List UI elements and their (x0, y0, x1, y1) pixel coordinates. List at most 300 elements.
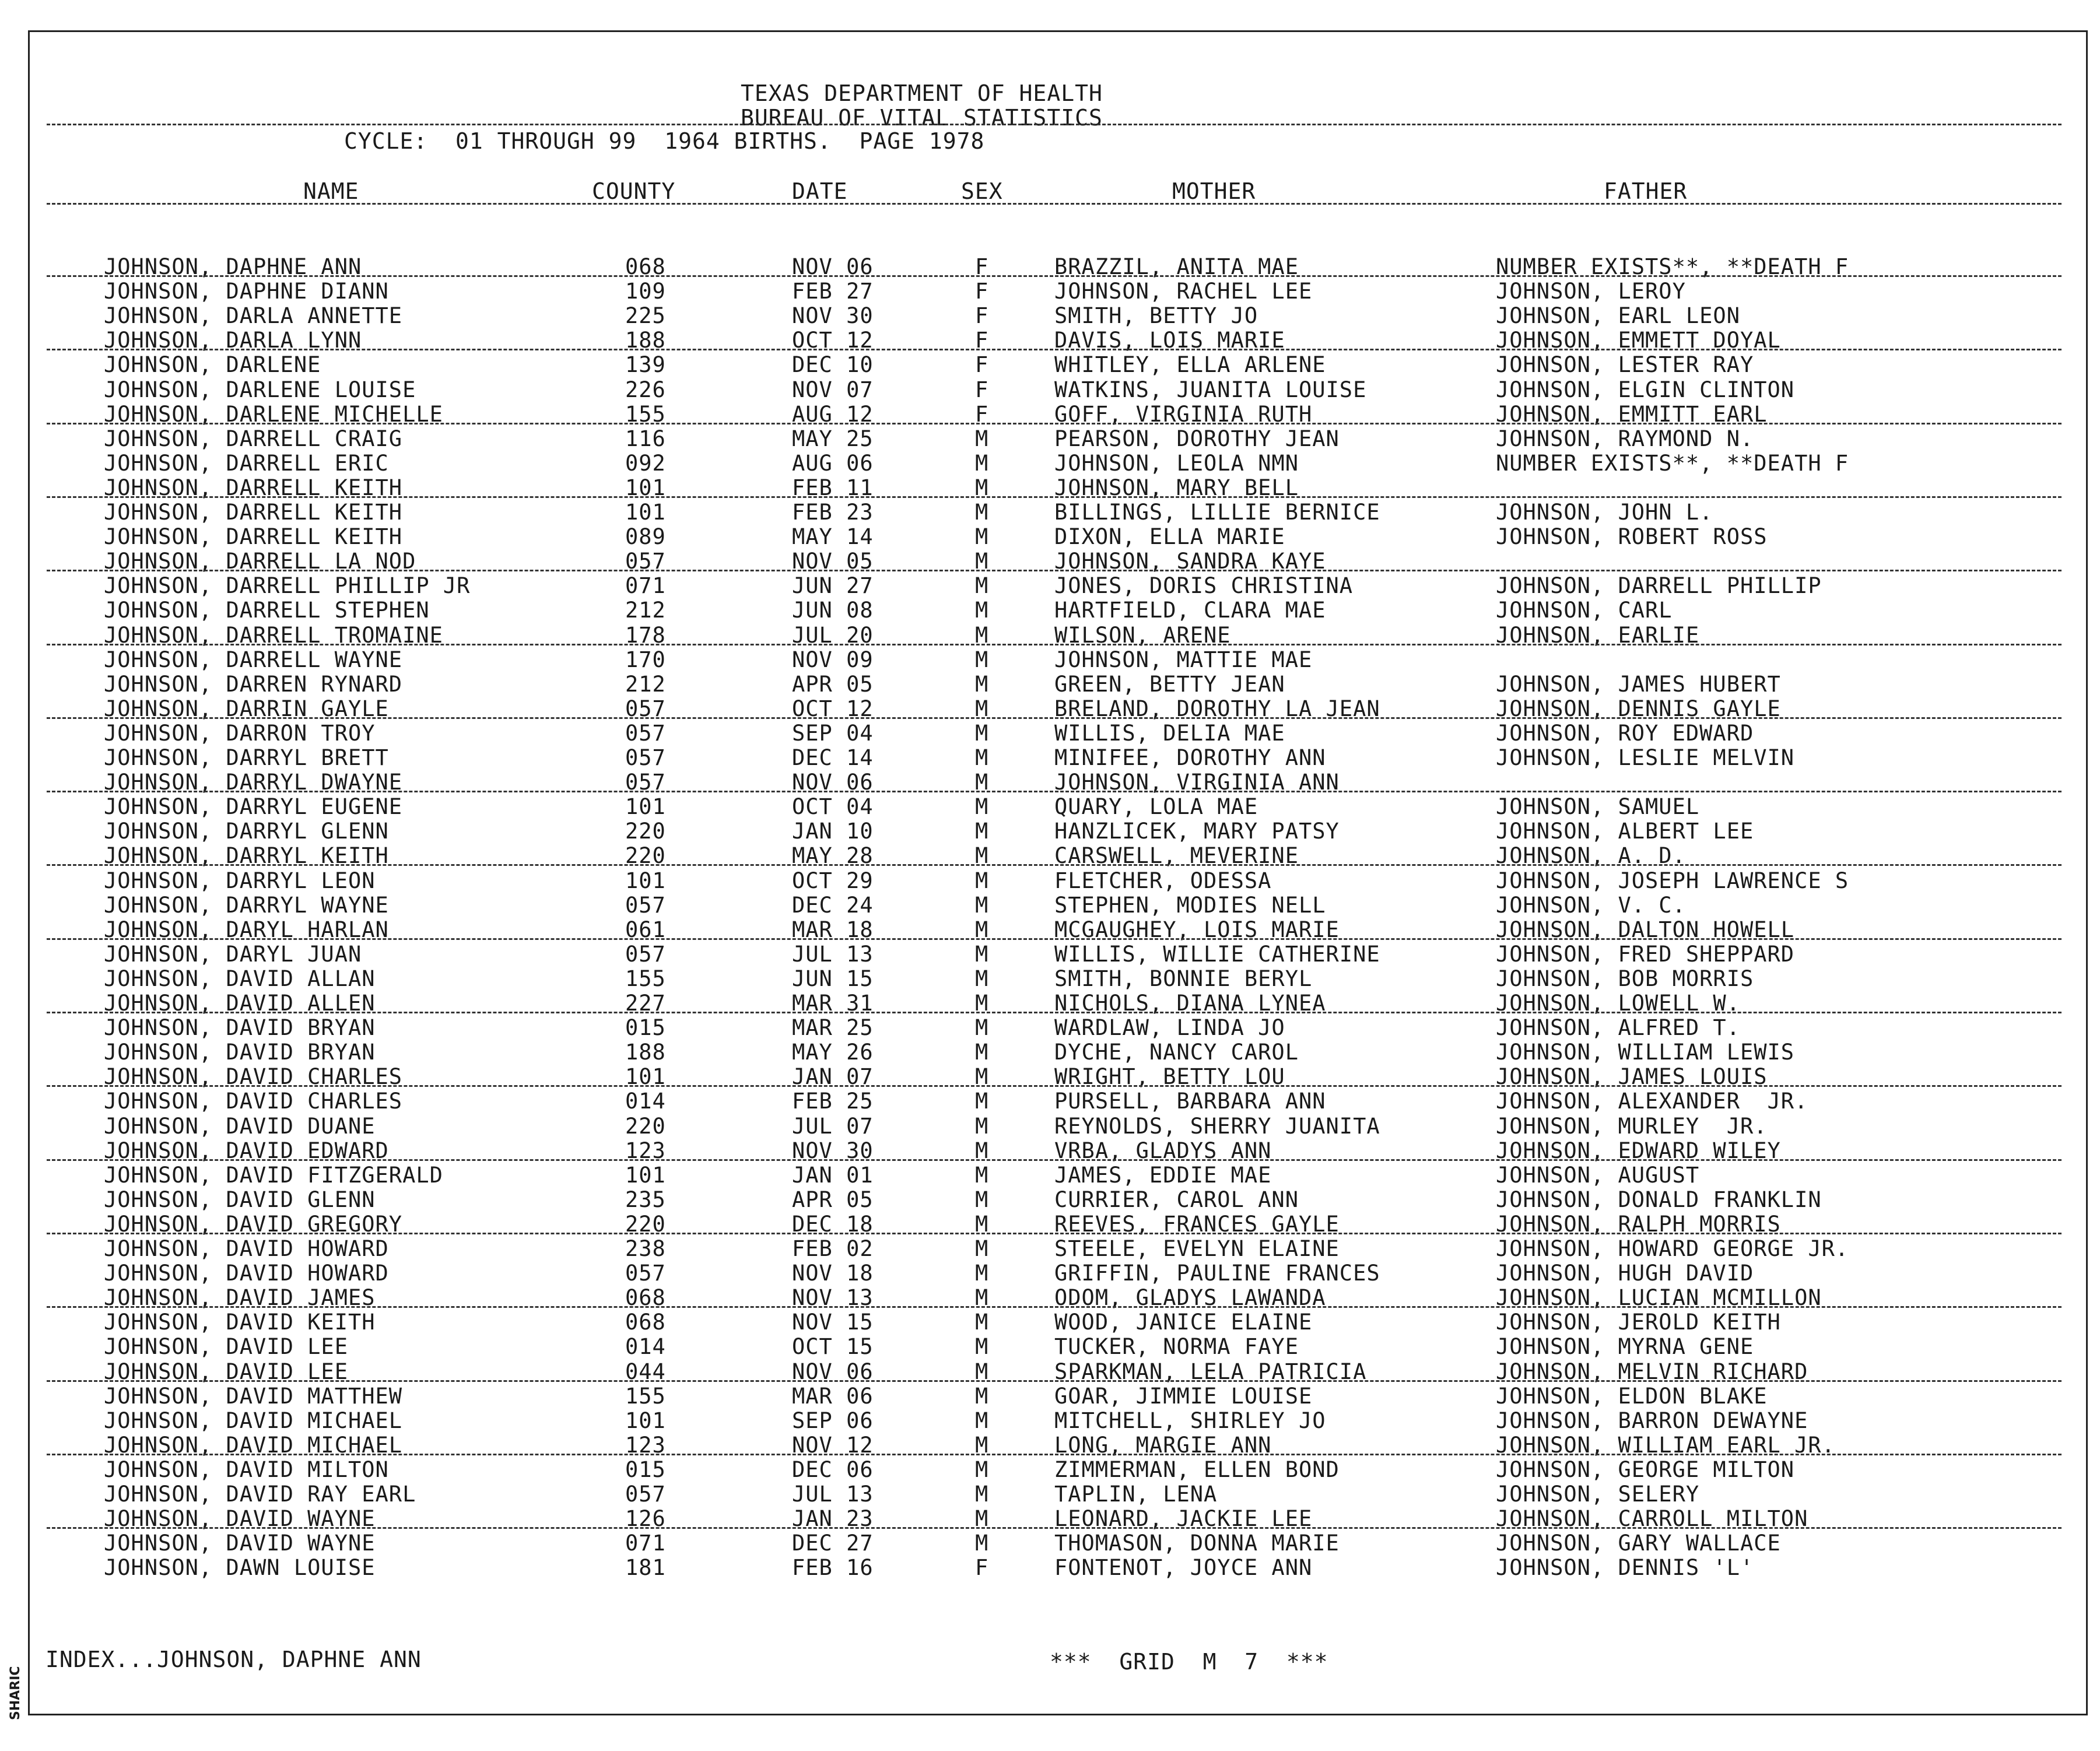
cell-sex: M (975, 942, 989, 967)
cell-father: JOHNSON, EARLIE (1496, 623, 1700, 648)
cell-name: JOHNSON, DAVID MATTHEW (104, 1384, 403, 1409)
cell-sex: F (975, 328, 989, 353)
cell-father: JOHNSON, DONALD FRANKLIN (1496, 1187, 1822, 1212)
cell-mother: LONG, MARGIE ANN (1054, 1433, 1272, 1458)
cell-date: NOV 07 (792, 377, 874, 402)
cell-date: DEC 14 (792, 745, 874, 770)
cell-county: 057 (625, 1261, 666, 1286)
cell-mother: PURSELL, BARBARA ANN (1054, 1089, 1326, 1114)
cell-date: AUG 12 (792, 402, 874, 427)
cell-name: JOHNSON, DAVID GLENN (104, 1187, 376, 1212)
cell-county: 068 (625, 1285, 666, 1310)
cell-mother: GOFF, VIRGINIA RUTH (1054, 402, 1313, 427)
cell-sex: F (975, 377, 989, 402)
cell-date: FEB 27 (792, 279, 874, 304)
cell-date: MAR 25 (792, 1015, 874, 1040)
cell-mother: LEONARD, JACKIE LEE (1054, 1506, 1313, 1531)
cell-mother: SMITH, BETTY JO (1054, 303, 1258, 328)
cell-father: JOHNSON, GARY WALLACE (1496, 1531, 1781, 1556)
cell-name: JOHNSON, DAVID JAMES (104, 1285, 376, 1310)
cell-name: JOHNSON, DAVID LEE (104, 1334, 348, 1359)
row-group-rule (47, 1012, 2062, 1013)
cell-father: JOHNSON, DALTON HOWELL (1496, 917, 1795, 942)
cell-county: 155 (625, 966, 666, 991)
cell-sex: M (975, 1187, 989, 1212)
cell-date: FEB 02 (792, 1236, 874, 1261)
cell-father: JOHNSON, DENNIS GAYLE (1496, 696, 1781, 721)
cell-sex: F (975, 303, 989, 328)
cell-name: JOHNSON, DAVID HOWARD (104, 1261, 389, 1286)
cell-father: JOHNSON, JEROLD KEITH (1496, 1310, 1781, 1335)
cell-county: 126 (625, 1506, 666, 1531)
cell-date: OCT 15 (792, 1334, 874, 1359)
cell-name: JOHNSON, DAVID MICHAEL (104, 1433, 403, 1458)
cell-name: JOHNSON, DAVID BRYAN (104, 1040, 376, 1065)
cell-mother: GOAR, JIMMIE LOUISE (1054, 1384, 1313, 1409)
cell-sex: M (975, 1089, 989, 1114)
cell-father: JOHNSON, FRED SHEPPARD (1496, 942, 1795, 967)
cell-mother: WRIGHT, BETTY LOU (1054, 1064, 1285, 1089)
cell-name: JOHNSON, DARRELL CRAIG (104, 426, 403, 451)
cell-county: 123 (625, 1433, 666, 1458)
cell-sex: M (975, 647, 989, 672)
cell-county: 014 (625, 1089, 666, 1114)
cell-mother: MINIFEE, DOROTHY ANN (1054, 745, 1326, 770)
cell-sex: F (975, 402, 989, 427)
index-line: INDEX...JOHNSON, DAPHNE ANN (45, 1647, 422, 1672)
cell-name: JOHNSON, DAVID LEE (104, 1359, 348, 1384)
row-group-rule (47, 1380, 2062, 1382)
cell-name: JOHNSON, DAVID FITZGERALD (104, 1163, 443, 1188)
cell-sex: M (975, 1138, 989, 1163)
row-group-rule (47, 1306, 2062, 1308)
cell-mother: STEELE, EVELYN ELAINE (1054, 1236, 1340, 1261)
cell-name: JOHNSON, DAVID ALLEN (104, 991, 376, 1016)
cell-date: FEB 16 (792, 1555, 874, 1580)
cell-name: JOHNSON, DARLENE MICHELLE (104, 402, 443, 427)
cell-date: NOV 05 (792, 549, 874, 574)
cell-county: 057 (625, 696, 666, 721)
cell-mother: JONES, DORIS CHRISTINA (1054, 573, 1354, 598)
header-rule (47, 124, 2062, 125)
cell-mother: THOMASON, DONNA MARIE (1054, 1531, 1340, 1556)
cell-mother: STEPHEN, MODIES NELL (1054, 893, 1326, 918)
cell-date: DEC 18 (792, 1212, 874, 1237)
cell-name: JOHNSON, DAWN LOUISE (104, 1555, 376, 1580)
cell-father: JOHNSON, MURLEY JR. (1496, 1114, 1768, 1139)
cell-name: JOHNSON, DARRYL EUGENE (104, 794, 403, 819)
cell-date: FEB 25 (792, 1089, 874, 1114)
cell-mother: WILSON, ARENE (1054, 623, 1231, 648)
row-group-rule (47, 864, 2062, 866)
column-header-mother: MOTHER (1172, 178, 1256, 204)
cell-name: JOHNSON, DAVID ALLAN (104, 966, 376, 991)
cell-mother: TAPLIN, LENA (1054, 1482, 1218, 1507)
cell-mother: REYNOLDS, SHERRY JUANITA (1054, 1114, 1380, 1139)
cell-county: 015 (625, 1457, 666, 1482)
cell-date: MAY 14 (792, 524, 874, 549)
cell-county: 178 (625, 623, 666, 648)
cell-name: JOHNSON, DAVID EDWARD (104, 1138, 389, 1163)
cell-father: JOHNSON, HOWARD GEORGE JR. (1496, 1236, 1849, 1261)
cell-date: JAN 01 (792, 1163, 874, 1188)
cell-county: 101 (625, 1163, 666, 1188)
cell-county: 057 (625, 721, 666, 746)
cell-sex: M (975, 917, 989, 942)
cell-father: JOHNSON, LESTER RAY (1496, 352, 1754, 377)
cell-county: 071 (625, 573, 666, 598)
cell-name: JOHNSON, DARRELL KEITH (104, 500, 403, 525)
report-title: TEXAS DEPARTMENT OF HEALTH (741, 80, 1103, 106)
cell-date: NOV 13 (792, 1285, 874, 1310)
cell-date: DEC 27 (792, 1531, 874, 1556)
side-label: SHARIC (8, 1666, 23, 1720)
cell-date: DEC 10 (792, 352, 874, 377)
cell-mother: ODOM, GLADYS LAWANDA (1054, 1285, 1326, 1310)
cell-county: 220 (625, 819, 666, 844)
cell-name: JOHNSON, DARRELL LA NOD (104, 549, 416, 574)
cell-father: JOHNSON, RAYMOND N. (1496, 426, 1754, 451)
cell-father: JOHNSON, HUGH DAVID (1496, 1261, 1754, 1286)
cell-sex: M (975, 794, 989, 819)
cell-mother: WOOD, JANICE ELAINE (1054, 1310, 1313, 1335)
cell-sex: M (975, 966, 989, 991)
cell-sex: M (975, 1212, 989, 1237)
cell-name: JOHNSON, DAVID KEITH (104, 1310, 376, 1335)
cell-father: NUMBER EXISTS**, **DEATH F (1496, 451, 1849, 476)
cell-county: 181 (625, 1555, 666, 1580)
cell-mother: SMITH, BONNIE BERYL (1054, 966, 1313, 991)
cell-name: JOHNSON, DARRYL WAYNE (104, 893, 389, 918)
cell-mother: WATKINS, JUANITA LOUISE (1054, 377, 1367, 402)
cell-sex: F (975, 279, 989, 304)
cell-father: JOHNSON, BOB MORRIS (1496, 966, 1754, 991)
cell-name: JOHNSON, DARRELL TROMAINE (104, 623, 443, 648)
cell-sex: M (975, 819, 989, 844)
cell-sex: M (975, 500, 989, 525)
cell-date: DEC 24 (792, 893, 874, 918)
cell-name: JOHNSON, DARYL JUAN (104, 942, 362, 967)
cell-county: 227 (625, 991, 666, 1016)
cell-father: JOHNSON, CARROLL MILTON (1496, 1506, 1808, 1531)
cell-mother: WHITLEY, ELLA ARLENE (1054, 352, 1326, 377)
cell-county: 015 (625, 1015, 666, 1040)
cell-father: JOHNSON, EMMETT DOYAL (1496, 328, 1781, 353)
cell-county: 057 (625, 745, 666, 770)
cell-name: JOHNSON, DAVID RAY EARL (104, 1482, 416, 1507)
cell-name: JOHNSON, DAVID BRYAN (104, 1015, 376, 1040)
cell-date: FEB 23 (792, 500, 874, 525)
cell-date: OCT 04 (792, 794, 874, 819)
cell-name: JOHNSON, DARRELL WAYNE (104, 647, 403, 672)
cell-date: AUG 06 (792, 451, 874, 476)
cell-name: JOHNSON, DARRYL BRETT (104, 745, 389, 770)
cell-father: JOHNSON, WILLIAM LEWIS (1496, 1040, 1795, 1065)
cell-sex: M (975, 1457, 989, 1482)
cell-county: 101 (625, 794, 666, 819)
cell-name: JOHNSON, DARYL HARLAN (104, 917, 389, 942)
cell-date: JUL 13 (792, 942, 874, 967)
cell-county: 188 (625, 328, 666, 353)
cell-date: SEP 04 (792, 721, 874, 746)
cell-name: JOHNSON, DARLA ANNETTE (104, 303, 403, 328)
grid-line: *** GRID M 7 *** (1050, 1649, 1328, 1675)
cell-date: MAR 06 (792, 1384, 874, 1409)
cell-sex: M (975, 1064, 989, 1089)
cell-mother: ZIMMERMAN, ELLEN BOND (1054, 1457, 1340, 1482)
cell-sex: M (975, 598, 989, 623)
cell-date: DEC 06 (792, 1457, 874, 1482)
cell-county: 089 (625, 524, 666, 549)
cell-county: 212 (625, 598, 666, 623)
row-group-rule (47, 1454, 2062, 1455)
column-header-name: NAME (303, 178, 359, 204)
cell-name: JOHNSON, DAPHNE ANN (104, 254, 362, 279)
cell-county: 101 (625, 868, 666, 893)
cell-sex: F (975, 352, 989, 377)
cell-mother: FONTENOT, JOYCE ANN (1054, 1555, 1313, 1580)
cell-sex: M (975, 1384, 989, 1409)
cell-name: JOHNSON, DAVID MILTON (104, 1457, 389, 1482)
cell-date: NOV 18 (792, 1261, 874, 1286)
cell-county: 220 (625, 843, 666, 868)
cell-county: 057 (625, 942, 666, 967)
cell-sex: M (975, 696, 989, 721)
cell-name: JOHNSON, DARRELL ERIC (104, 451, 389, 476)
cell-father: NUMBER EXISTS**, **DEATH F (1496, 254, 1849, 279)
cell-county: 212 (625, 672, 666, 697)
cell-father: JOHNSON, ROBERT ROSS (1496, 524, 1768, 549)
cell-name: JOHNSON, DAVID GREGORY (104, 1212, 403, 1237)
cell-date: APR 05 (792, 1187, 874, 1212)
cell-sex: M (975, 1285, 989, 1310)
cell-father: JOHNSON, ALBERT LEE (1496, 819, 1754, 844)
cell-sex: M (975, 1334, 989, 1359)
cell-mother: BRELAND, DOROTHY LA JEAN (1054, 696, 1380, 721)
cell-father: JOHNSON, EMMITT EARL (1496, 402, 1768, 427)
cell-name: JOHNSON, DARRYL GLENN (104, 819, 389, 844)
cell-father: JOHNSON, JOHN L. (1496, 500, 1713, 525)
row-group-rule (47, 1085, 2062, 1087)
cell-name: JOHNSON, DARRELL STEPHEN (104, 598, 430, 623)
cell-date: NOV 12 (792, 1433, 874, 1458)
cell-mother: MITCHELL, SHIRLEY JO (1054, 1408, 1326, 1433)
cell-county: 139 (625, 352, 666, 377)
cell-father: JOHNSON, EARL LEON (1496, 303, 1740, 328)
cell-date: SEP 06 (792, 1408, 874, 1433)
cell-county: 014 (625, 1334, 666, 1359)
row-group-rule (47, 275, 2062, 277)
cell-mother: TUCKER, NORMA FAYE (1054, 1334, 1299, 1359)
cell-county: 092 (625, 451, 666, 476)
cell-father: JOHNSON, CARL (1496, 598, 1673, 623)
cell-county: 057 (625, 893, 666, 918)
cell-date: JUN 08 (792, 598, 874, 623)
cell-county: 061 (625, 917, 666, 942)
cycle-line: CYCLE: 01 THROUGH 99 1964 BIRTHS. PAGE 1978 (344, 128, 985, 154)
cell-name: JOHNSON, DARRELL PHILLIP JR (104, 573, 471, 598)
cell-mother: DYCHE, NANCY CAROL (1054, 1040, 1299, 1065)
cell-county: 057 (625, 770, 666, 795)
row-group-rule (47, 717, 2062, 719)
cell-mother: WARDLAW, LINDA JO (1054, 1015, 1285, 1040)
cell-sex: M (975, 1310, 989, 1335)
cell-father: JOHNSON, AUGUST (1496, 1163, 1700, 1188)
cell-mother: JAMES, EDDIE MAE (1054, 1163, 1272, 1188)
cell-mother: JOHNSON, LEOLA NMN (1054, 451, 1299, 476)
cell-sex: M (975, 1531, 989, 1556)
cell-sex: M (975, 475, 989, 500)
cell-mother: DIXON, ELLA MARIE (1054, 524, 1285, 549)
cell-county: 101 (625, 500, 666, 525)
cell-father: JOHNSON, DARRELL PHILLIP (1496, 573, 1822, 598)
cell-mother: REEVES, FRANCES GAYLE (1054, 1212, 1340, 1237)
column-header-rule (47, 203, 2062, 205)
cell-sex: F (975, 1555, 989, 1580)
cell-father: JOHNSON, ALEXANDER JR. (1496, 1089, 1808, 1114)
cell-name: JOHNSON, DARREN RYNARD (104, 672, 403, 697)
column-header-sex: SEX (961, 178, 1003, 204)
cell-name: JOHNSON, DAVID CHARLES (104, 1064, 403, 1089)
cell-mother: HARTFIELD, CLARA MAE (1054, 598, 1326, 623)
cell-county: 116 (625, 426, 666, 451)
cell-name: JOHNSON, DAVID WAYNE (104, 1506, 376, 1531)
cell-sex: M (975, 770, 989, 795)
cell-father: JOHNSON, ALFRED T. (1496, 1015, 1740, 1040)
cell-date: NOV 30 (792, 1138, 874, 1163)
cell-sex: M (975, 426, 989, 451)
cell-mother: NICHOLS, DIANA LYNEA (1054, 991, 1326, 1016)
cell-county: 225 (625, 303, 666, 328)
cell-county: 057 (625, 549, 666, 574)
cell-mother: BILLINGS, LILLIE BERNICE (1054, 500, 1380, 525)
cell-date: FEB 11 (792, 475, 874, 500)
cell-mother: QUARY, LOLA MAE (1054, 794, 1258, 819)
cell-mother: CARSWELL, MEVERINE (1054, 843, 1299, 868)
cell-father: JOHNSON, BARRON DEWAYNE (1496, 1408, 1808, 1433)
cell-date: NOV 06 (792, 770, 874, 795)
cell-name: JOHNSON, DARRELL KEITH (104, 475, 403, 500)
cell-mother: WILLIS, DELIA MAE (1054, 721, 1285, 746)
cell-mother: JOHNSON, VIRGINIA ANN (1054, 770, 1340, 795)
cell-county: 068 (625, 1310, 666, 1335)
cell-father: JOHNSON, V. C. (1496, 893, 1686, 918)
cell-county: 101 (625, 1064, 666, 1089)
cell-date: JUN 15 (792, 966, 874, 991)
cell-sex: M (975, 573, 989, 598)
cell-date: JAN 10 (792, 819, 874, 844)
cell-county: 109 (625, 279, 666, 304)
cell-county: 071 (625, 1531, 666, 1556)
cell-father: JOHNSON, SELERY (1496, 1482, 1700, 1507)
cell-county: 220 (625, 1212, 666, 1237)
cell-sex: F (975, 254, 989, 279)
row-group-rule (47, 349, 2062, 350)
cell-father: JOHNSON, GEORGE MILTON (1496, 1457, 1795, 1482)
cell-name: JOHNSON, DARRYL LEON (104, 868, 376, 893)
cell-sex: M (975, 1114, 989, 1139)
cell-name: JOHNSON, DARLENE LOUISE (104, 377, 416, 402)
cell-mother: JOHNSON, RACHEL LEE (1054, 279, 1313, 304)
cell-father: JOHNSON, JAMES HUBERT (1496, 672, 1781, 697)
cell-date: MAY 28 (792, 843, 874, 868)
cell-name: JOHNSON, DARRON TROY (104, 721, 376, 746)
cell-sex: M (975, 991, 989, 1016)
cell-father: JOHNSON, MYRNA GENE (1496, 1334, 1754, 1359)
row-group-rule (47, 938, 2062, 940)
cell-date: NOV 15 (792, 1310, 874, 1335)
cell-date: JUL 20 (792, 623, 874, 648)
cell-name: JOHNSON, DAVID WAYNE (104, 1531, 376, 1556)
cell-date: JUN 27 (792, 573, 874, 598)
cell-sex: M (975, 1261, 989, 1286)
cell-county: 220 (625, 1114, 666, 1139)
cell-mother: GREEN, BETTY JEAN (1054, 672, 1285, 697)
cell-sex: M (975, 1433, 989, 1458)
cell-date: MAY 26 (792, 1040, 874, 1065)
cell-mother: JOHNSON, SANDRA KAYE (1054, 549, 1326, 574)
cell-sex: M (975, 893, 989, 918)
cell-mother: FLETCHER, ODESSA (1054, 868, 1272, 893)
cell-date: NOV 09 (792, 647, 874, 672)
cell-name: JOHNSON, DARRIN GAYLE (104, 696, 389, 721)
cell-name: JOHNSON, DAVID HOWARD (104, 1236, 389, 1261)
cell-county: 155 (625, 402, 666, 427)
cell-sex: M (975, 1015, 989, 1040)
cell-sex: M (975, 868, 989, 893)
cell-date: OCT 12 (792, 328, 874, 353)
row-group-rule (47, 644, 2062, 645)
cell-date: OCT 12 (792, 696, 874, 721)
cell-sex: M (975, 1359, 989, 1384)
cell-county: 170 (625, 647, 666, 672)
cell-father: JOHNSON, DENNIS 'L' (1496, 1555, 1754, 1580)
cell-date: NOV 30 (792, 303, 874, 328)
cell-father: JOHNSON, LUCIAN MCMILLON (1496, 1285, 1822, 1310)
cell-date: APR 05 (792, 672, 874, 697)
cell-sex: M (975, 745, 989, 770)
cell-date: JAN 23 (792, 1506, 874, 1531)
cell-county: 123 (625, 1138, 666, 1163)
cell-date: NOV 06 (792, 1359, 874, 1384)
cell-father: JOHNSON, ROY EDWARD (1496, 721, 1754, 746)
cell-father: JOHNSON, EDWARD WILEY (1496, 1138, 1781, 1163)
cell-name: JOHNSON, DARRYL KEITH (104, 843, 389, 868)
cell-mother: BRAZZIL, ANITA MAE (1054, 254, 1299, 279)
cell-sex: M (975, 549, 989, 574)
cell-name: JOHNSON, DAVID MICHAEL (104, 1408, 403, 1433)
cell-mother: DAVIS, LOIS MARIE (1054, 328, 1285, 353)
cell-mother: SPARKMAN, LELA PATRICIA (1054, 1359, 1367, 1384)
cell-sex: M (975, 451, 989, 476)
cell-father: JOHNSON, A. D. (1496, 843, 1686, 868)
cell-county: 226 (625, 377, 666, 402)
cell-mother: GRIFFIN, PAULINE FRANCES (1054, 1261, 1380, 1286)
cell-father: JOHNSON, LESLIE MELVIN (1496, 745, 1795, 770)
cell-father: JOHNSON, SAMUEL (1496, 794, 1700, 819)
cell-county: 101 (625, 475, 666, 500)
cell-county: 188 (625, 1040, 666, 1065)
cell-name: JOHNSON, DAPHNE DIANN (104, 279, 389, 304)
cell-county: 057 (625, 1482, 666, 1507)
cell-father: JOHNSON, ELGIN CLINTON (1496, 377, 1795, 402)
cell-date: NOV 06 (792, 254, 874, 279)
cell-mother: JOHNSON, MATTIE MAE (1054, 647, 1313, 672)
cell-sex: M (975, 1506, 989, 1531)
cell-date: MAR 31 (792, 991, 874, 1016)
cell-date: JUL 07 (792, 1114, 874, 1139)
cell-sex: M (975, 1408, 989, 1433)
